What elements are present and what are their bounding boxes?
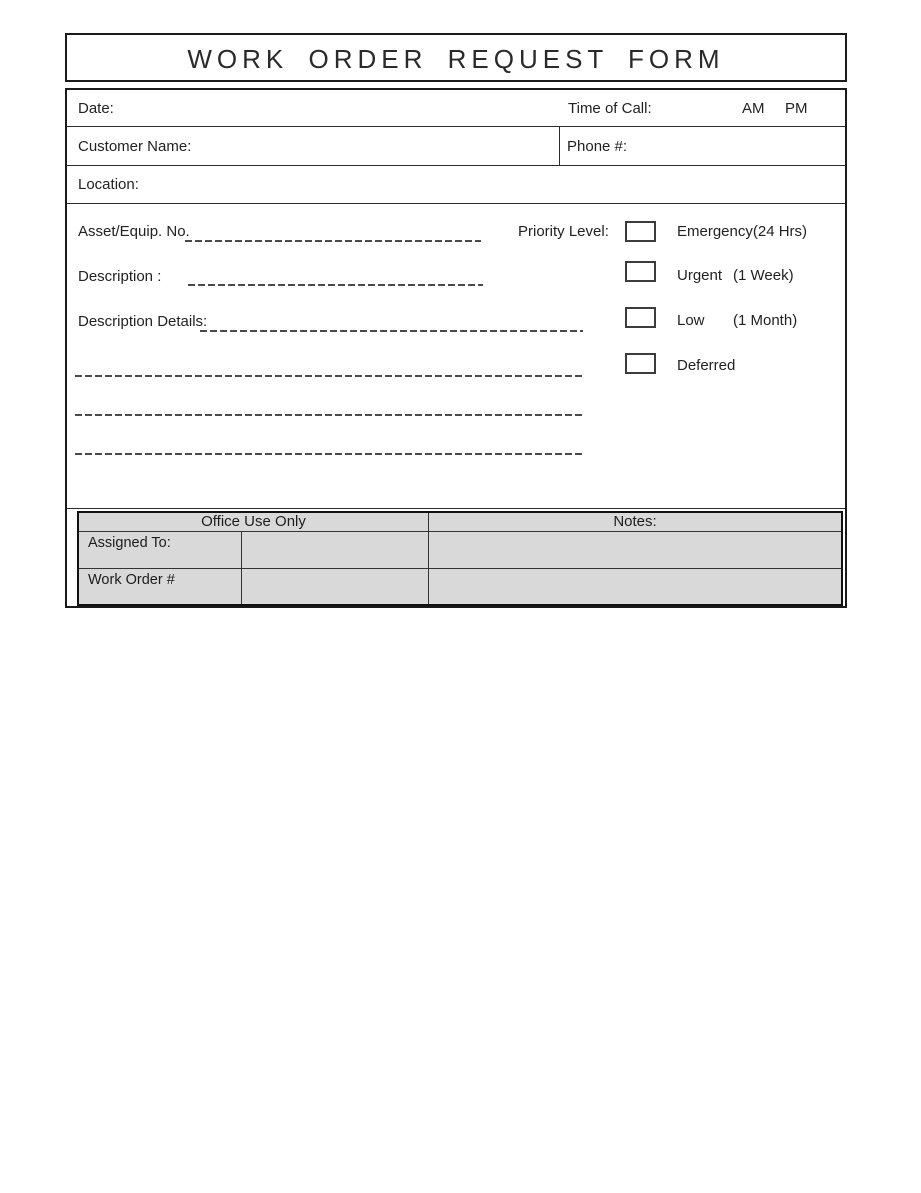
phone-label: Phone #: — [567, 137, 628, 155]
priority-option-emergency-name: Emergency — [677, 223, 753, 240]
customer-name-cell — [67, 127, 560, 165]
work-order-number-row — [79, 569, 841, 605]
priority-option-deferred — [677, 357, 735, 374]
form-body — [65, 88, 847, 608]
priority-option-emergency — [677, 223, 807, 240]
assigned-to-input-cell[interactable] — [242, 532, 429, 568]
extra-writein-line-3[interactable] — [75, 453, 583, 455]
am-option[interactable]: AM — [742, 99, 765, 117]
work-order-number-input-cell[interactable] — [242, 569, 429, 605]
assigned-to-row — [79, 532, 841, 569]
priority-option-low — [677, 312, 797, 329]
location-row — [67, 166, 845, 204]
asset-equip-writein-line[interactable] — [185, 240, 481, 242]
office-table-header-row — [79, 513, 841, 532]
time-of-call-label: Time of Call: — [568, 99, 652, 117]
work-order-form — [65, 33, 847, 608]
form-title-box — [65, 33, 847, 82]
form-title: WORK ORDER REQUEST FORM — [187, 44, 725, 74]
priority-level-label: Priority Level: — [518, 223, 609, 240]
phone-input-area[interactable] — [627, 127, 845, 165]
date-input-area[interactable] — [114, 90, 845, 126]
priority-checkbox-emergency[interactable] — [625, 221, 656, 242]
priority-option-urgent-timeframe: (1 Week) — [733, 267, 794, 284]
priority-checkbox-deferred[interactable] — [625, 353, 656, 374]
description-details-writein-line[interactable] — [200, 330, 583, 332]
priority-option-deferred-name: Deferred — [677, 357, 736, 374]
notes-input-cell-2[interactable] — [429, 569, 841, 605]
priority-option-urgent-name: Urgent — [677, 267, 723, 284]
priority-checkbox-urgent[interactable] — [625, 261, 656, 282]
extra-writein-line-1[interactable] — [75, 375, 583, 377]
extra-writein-line-2[interactable] — [75, 414, 583, 416]
customer-row — [67, 127, 845, 166]
description-writein-line[interactable] — [188, 284, 483, 286]
notes-header: Notes: — [613, 513, 657, 530]
priority-option-low-timeframe: (1 Month) — [733, 312, 798, 329]
description-label: Description : — [78, 268, 162, 285]
pm-option[interactable]: PM — [785, 99, 808, 117]
details-section — [67, 204, 845, 509]
priority-option-urgent — [677, 267, 794, 284]
description-details-label: Description Details: — [78, 313, 208, 330]
office-use-only-header: Office Use Only — [79, 513, 429, 531]
date-row — [67, 90, 845, 127]
customer-name-input-area[interactable] — [191, 127, 559, 165]
priority-option-low-name: Low — [677, 312, 705, 329]
customer-name-label: Customer Name: — [78, 137, 192, 155]
location-input-area[interactable] — [139, 166, 845, 203]
date-label: Date: — [78, 99, 114, 117]
phone-cell — [560, 127, 845, 165]
asset-equip-label: Asset/Equip. No. — [78, 223, 190, 240]
notes-input-cell-1[interactable] — [429, 532, 841, 568]
assigned-to-label: Assigned To: — [79, 532, 242, 568]
priority-checkbox-low[interactable] — [625, 307, 656, 328]
office-use-table — [77, 511, 843, 606]
work-order-number-label: Work Order # — [79, 569, 242, 605]
priority-option-emergency-timeframe: (24 Hrs) — [752, 223, 808, 240]
location-label: Location: — [78, 176, 139, 193]
